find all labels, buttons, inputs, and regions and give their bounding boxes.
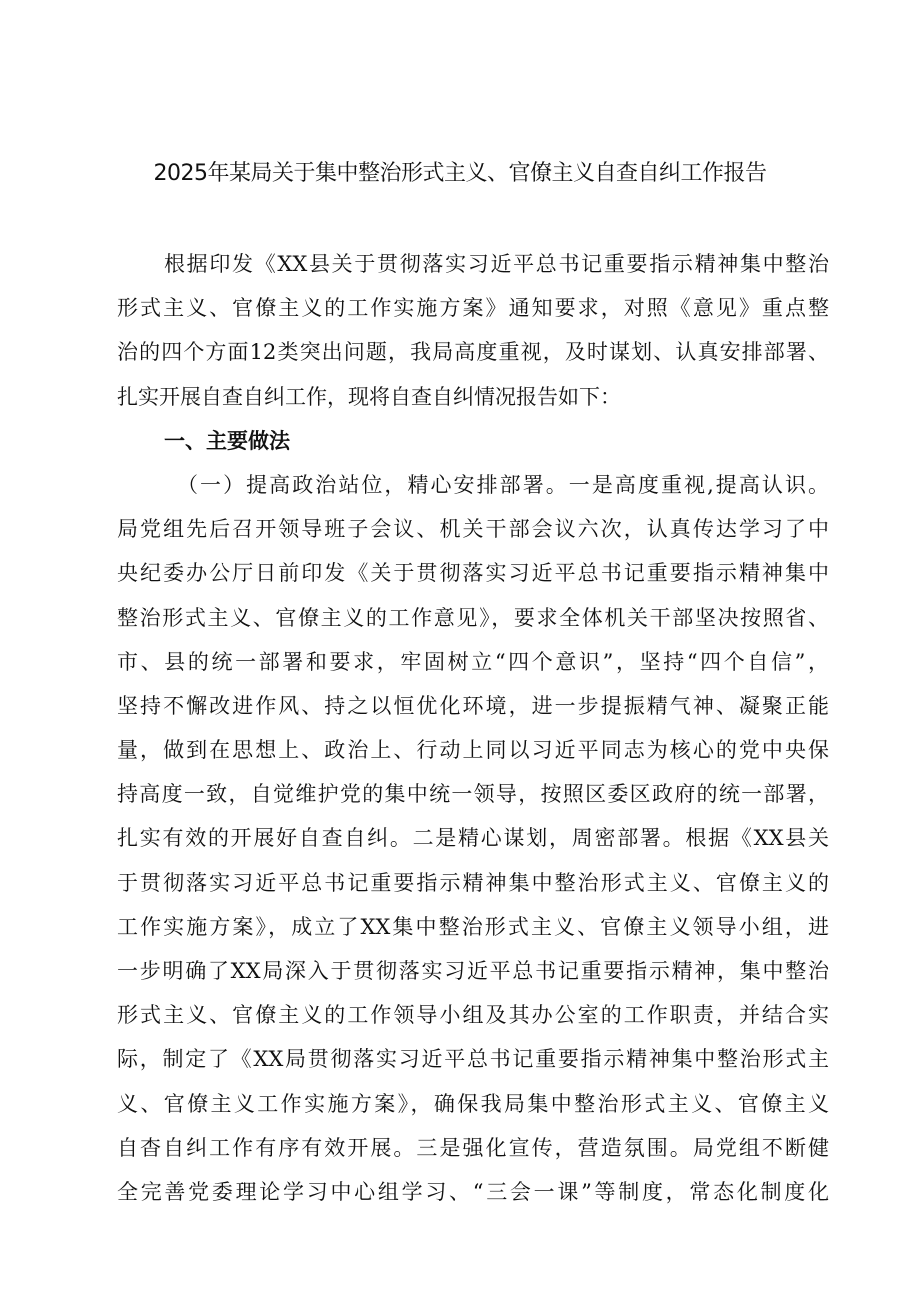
paragraph-line: 际，制定了《XX局贯彻落实习近平总书记重要指示精神集中整治形式主 bbox=[117, 1047, 829, 1072]
paragraph-line: （一）提高政治站位，精心安排部署。一是高度重视,提高认识。 bbox=[177, 472, 829, 497]
paragraph-line: 扎实有效的开展好自查自纠。二是精心谋划，周密部署。根据《XX县关 bbox=[117, 826, 829, 851]
paragraph-line: 央纪委办公厅日前印发《关于贯彻落实习近平总书记重要指示精神集中 bbox=[117, 561, 829, 586]
paragraph-line: 根据印发《XX县关于贯彻落实习近平总书记重要指示精神集中整治 bbox=[164, 252, 829, 276]
paragraph-line: 工作实施方案》，成立了XX集中整治形式主义、官僚主义领导小组，进 bbox=[117, 914, 829, 939]
paragraph-line: 于贯彻落实习近平总书记重要指示精神集中整治形式主义、官僚主义的 bbox=[117, 870, 829, 895]
paragraph-line: 形式主义、官僚主义的工作实施方案》通知要求，对照《意见》重点整 bbox=[117, 296, 829, 321]
paragraph-line: 整治形式主义、官僚主义的工作意见》，要求全体机关干部坚决按照省、 bbox=[117, 605, 829, 630]
paragraph-line: 扎实开展自查自纠工作，现将自查自纠情况报告如下： bbox=[117, 384, 621, 409]
paragraph-line: 持高度一致，自觉维护党的集中统一领导，按照区委区政府的统一部署， bbox=[117, 782, 829, 807]
paragraph-line: 义、官僚主义工作实施方案》，确保我局集中整治形式主义、官僚主义 bbox=[117, 1091, 829, 1116]
paragraph-line: 形式主义、官僚主义的工作领导小组及其办公室的工作职责，并结合实 bbox=[117, 1003, 829, 1028]
paragraph-line: 市、县的统一部署和要求，牢固树立“四个意识”，坚持“四个自信”， bbox=[117, 649, 829, 674]
paragraph-line: 量，做到在思想上、政治上、行动上同以习近平同志为核心的党中央保 bbox=[117, 738, 829, 763]
paragraph-line: 全完善党委理论学习中心组学习、“三会一课”等制度，常态化制度化 bbox=[117, 1179, 829, 1204]
paragraph-line: 一步明确了XX局深入于贯彻落实习近平总书记重要指示精神，集中整治 bbox=[117, 959, 829, 983]
document-title: 2025年某局关于集中整治形式主义、官僚主义自查自纠工作报告 bbox=[153, 161, 767, 186]
paragraph-line: 局党组先后召开领导班子会议、机关干部会议六次，认真传达学习了中 bbox=[117, 517, 829, 542]
document-body bbox=[117, 242, 829, 1214]
paragraph-line: 自杳自纠工作有序有效开展。三是强化宣传，营造氛围。局党组不断健 bbox=[117, 1135, 829, 1160]
section-heading: 一、主要做法 bbox=[164, 428, 290, 453]
paragraph-line: 治的四个方面12类突出问题，我局高度重视，及时谋划、认真安排部署、 bbox=[117, 340, 829, 365]
paragraph-line: 坚持不懈改进作风、持之以恒优化环境，进一步提振精气神、凝聚正能 bbox=[117, 693, 829, 718]
